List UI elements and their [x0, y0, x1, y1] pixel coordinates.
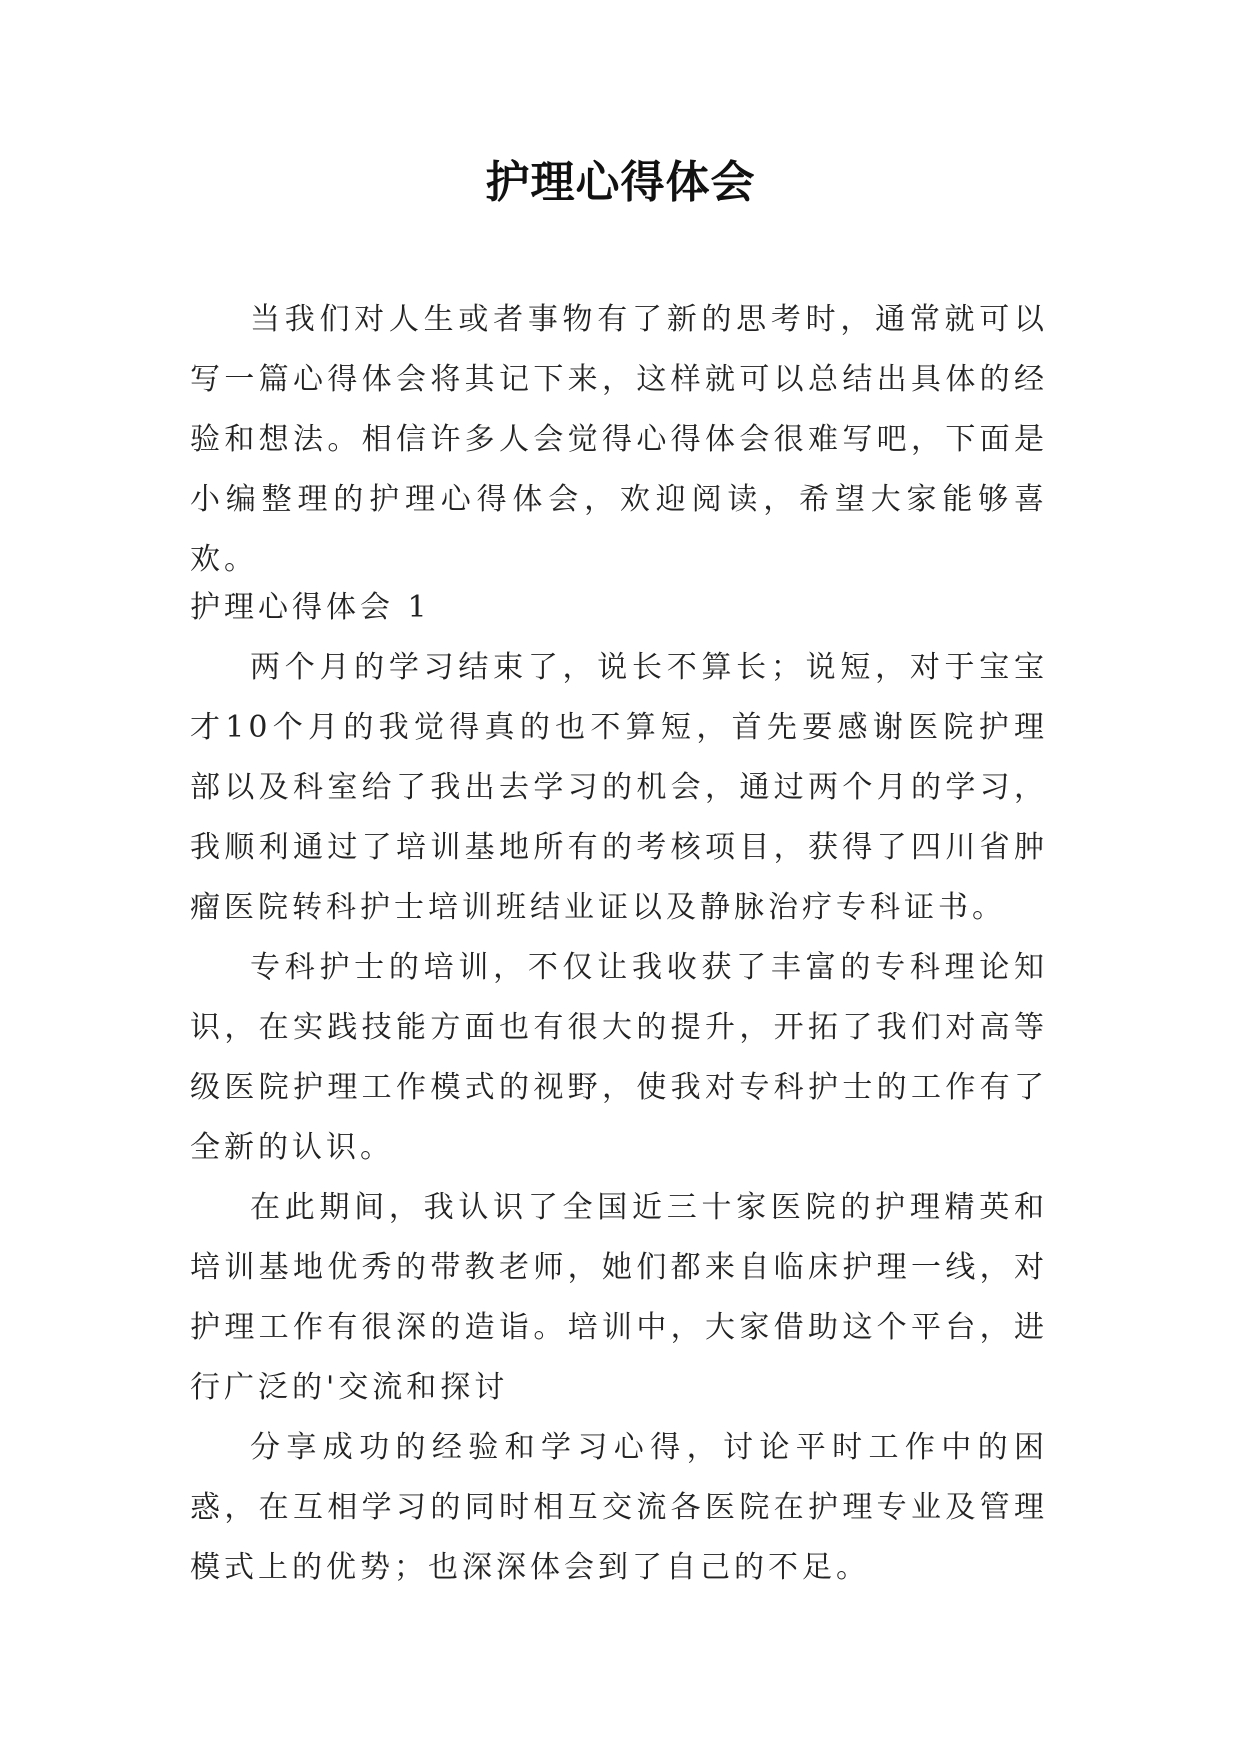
section-heading: 护理心得体会 1 — [190, 590, 431, 625]
body-paragraph: 分享成功的经验和学习心得，讨论平时工作中的困惑，在互相学习的同时相互交流各医院在护理专业及管理模式上的优势；也深深体会到了自己的不足。 — [190, 1430, 1048, 1585]
intro-paragraph: 当我们对人生或者事物有了新的思考时，通常就可以写一篇心得体会将其记下来，这样就可以总结出具体的经验和想法。相信许多人会觉得心得体会很难写吧，下面是小编整理的护理心得体会，欢迎阅读，希望大家能够喜欢。 — [190, 302, 1048, 577]
body-paragraph: 在此期间，我认识了全国近三十家医院的护理精英和培训基地优秀的带教老师，她们都来自临床护理一线，对护理工作有很深的造诣。培训中，大家借助这个平台，进行广泛的'交流和探讨 — [190, 1190, 1048, 1405]
body-paragraph: 两个月的学习结束了，说长不算长；说短，对于宝宝才10个月的我觉得真的也不算短，首先要感谢医院护理部以及科室给了我出去学习的机会，通过两个月的学习，我顺利通过了培训基地所有的考核项目，获得了四川省肿瘤医院转科护士培训班结业证以及静脉治疗专科证书。 — [190, 650, 1048, 925]
document-title: 护理心得体会 — [485, 157, 756, 208]
body-paragraph: 专科护士的培训，不仅让我收获了丰富的专科理论知识，在实践技能方面也有很大的提升，开拓了我们对高等级医院护理工作模式的视野，使我对专科护士的工作有了全新的认识。 — [190, 950, 1048, 1165]
intro-block — [190, 290, 1048, 590]
section-block — [190, 578, 1048, 1598]
